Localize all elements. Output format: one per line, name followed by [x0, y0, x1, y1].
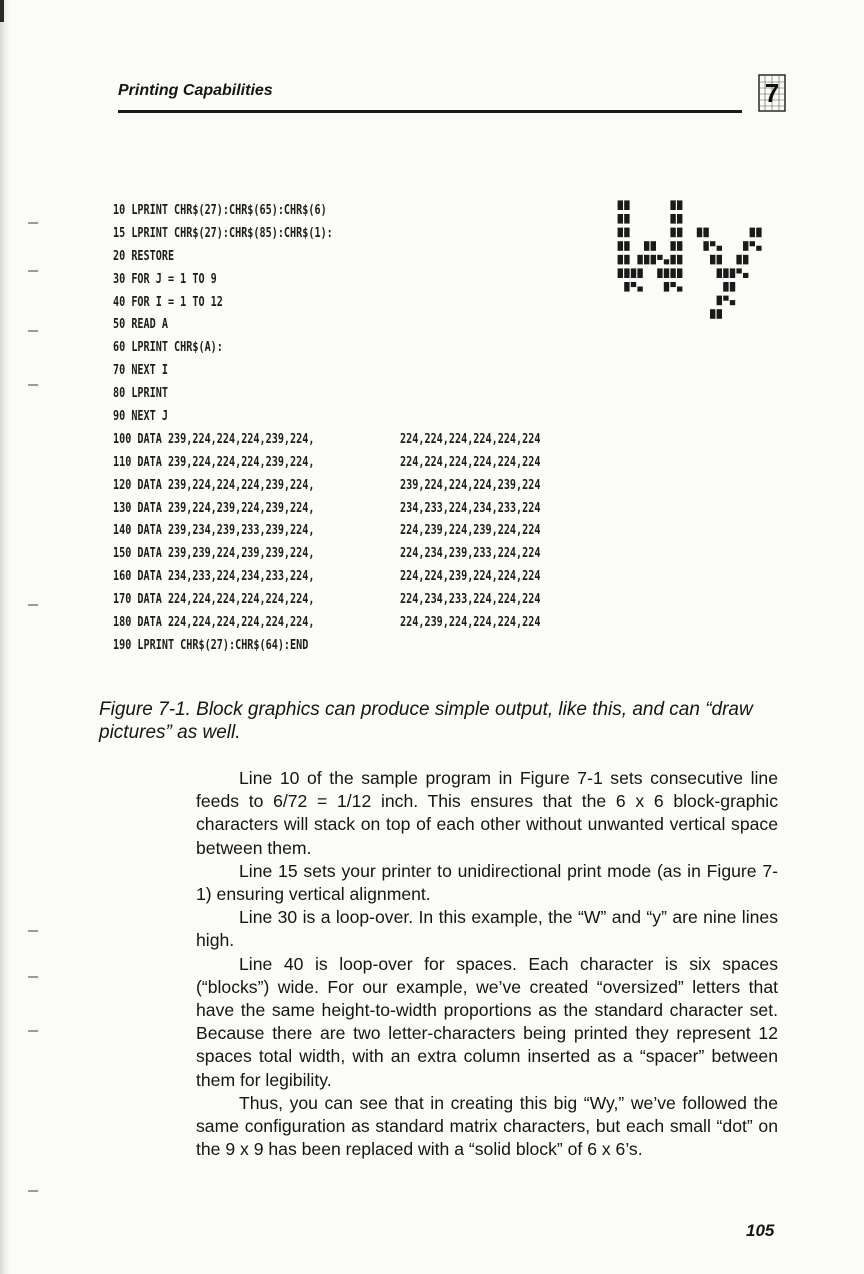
- block-graphics-wy-figure: [617, 200, 787, 330]
- block-dot: [670, 205, 675, 210]
- block-dot: [736, 255, 741, 260]
- code-line: [113, 520, 541, 543]
- body-paragraph: Line 30 is a loop-over. In this example, the “W” and “y” are nine lines high.: [196, 907, 778, 951]
- block-dot: [703, 228, 708, 233]
- block-dot: [717, 273, 722, 278]
- block-dot: [743, 241, 748, 246]
- block-dot: [670, 255, 675, 260]
- block-dot: [624, 259, 629, 264]
- block-dot: [651, 255, 656, 260]
- block-dot: [677, 200, 682, 205]
- block-dot: [677, 273, 682, 278]
- block-dot: [624, 205, 629, 210]
- code-line: [113, 223, 519, 246]
- block-dot: [703, 246, 708, 251]
- block-dot: [756, 232, 761, 237]
- block-dot: [736, 259, 741, 264]
- block-dot: [677, 232, 682, 237]
- block-dot: [670, 200, 675, 205]
- block-dot: [670, 282, 675, 287]
- block-dot: [717, 314, 722, 319]
- block-dot: [637, 255, 642, 260]
- block-dot: [618, 219, 623, 224]
- block-dot: [717, 309, 722, 314]
- margin-mark: [28, 976, 38, 978]
- block-dot: [644, 241, 649, 246]
- block-dot: [717, 259, 722, 264]
- block-dot: [624, 228, 629, 233]
- block-dot: [677, 268, 682, 273]
- block-dot: [624, 287, 629, 292]
- block-dot: [717, 255, 722, 260]
- block-dot: [736, 268, 741, 273]
- block-dot: [618, 205, 623, 210]
- block-dot: [618, 214, 623, 219]
- code-line: [113, 635, 519, 658]
- block-dot: [651, 241, 656, 246]
- code-data-continuation: 224,224,224,224,224,224: [400, 431, 541, 447]
- block-dot: [624, 214, 629, 219]
- block-dot: [624, 200, 629, 205]
- block-dot: [657, 255, 662, 260]
- code-data-continuation: 224,239,224,224,224,224: [400, 615, 541, 631]
- block-dot: [743, 259, 748, 264]
- block-dot: [730, 273, 735, 278]
- block-dot: [703, 241, 708, 246]
- margin-mark: [28, 222, 38, 224]
- block-dot: [618, 232, 623, 237]
- sample-program-listing: [113, 200, 541, 658]
- code-data-continuation: 224,239,224,239,224,224: [400, 523, 541, 539]
- block-dot: [697, 232, 702, 237]
- chapter-tab-number: 7: [764, 78, 780, 108]
- block-dot: [670, 241, 675, 246]
- chapter-tab-icon: [758, 74, 786, 112]
- body-paragraph: Line 15 sets your printer to unidirectional print mode (as in Figure 7-1) ensuring vertical alignment.: [196, 860, 778, 905]
- block-dot: [637, 273, 642, 278]
- block-dot: [624, 282, 629, 287]
- code-line: [113, 269, 519, 292]
- block-dot: [624, 232, 629, 237]
- code-line: [113, 200, 519, 223]
- block-dot: [618, 268, 623, 273]
- block-dot: [710, 309, 715, 314]
- scan-corner-mark: [0, 0, 4, 22]
- block-dot: [664, 287, 669, 292]
- code-line: [113, 429, 541, 452]
- block-dot: [670, 273, 675, 278]
- block-dot: [717, 268, 722, 273]
- page-number: 105: [746, 1221, 775, 1240]
- code-statement: 190 LPRINT CHR$(27):CHR$(64):END: [113, 637, 309, 653]
- code-statement: 130 DATA 239,224,239,224,239,224,: [113, 500, 315, 516]
- code-line: [113, 314, 519, 337]
- margin-mark: [28, 384, 38, 386]
- header-rule: [118, 110, 742, 113]
- block-dot: [750, 232, 755, 237]
- block-dot: [750, 241, 755, 246]
- block-dot: [631, 282, 636, 287]
- code-statement: 170 DATA 224,224,224,224,224,224,: [113, 592, 315, 608]
- code-statement: 180 DATA 224,224,224,224,224,224,: [113, 615, 315, 631]
- block-dot: [756, 246, 761, 251]
- block-dot: [624, 241, 629, 246]
- code-line: [113, 383, 519, 406]
- block-dot: [637, 259, 642, 264]
- block-dot: [677, 228, 682, 233]
- block-dot: [717, 300, 722, 305]
- block-dot: [637, 268, 642, 273]
- code-data-continuation: 224,224,239,224,224,224: [400, 569, 541, 585]
- scan-edge: [0, 0, 10, 1274]
- margin-mark: [28, 604, 38, 606]
- margin-mark: [28, 930, 38, 932]
- block-dot: [618, 255, 623, 260]
- block-dot: [677, 246, 682, 251]
- block-dot: [624, 268, 629, 273]
- body-text: [196, 767, 778, 1161]
- code-line: [113, 406, 519, 429]
- block-dot: [618, 241, 623, 246]
- code-line: [113, 337, 519, 360]
- code-data-continuation: 224,234,233,224,224,224: [400, 592, 541, 608]
- block-dot: [618, 200, 623, 205]
- block-dot: [677, 259, 682, 264]
- margin-mark: [28, 1190, 38, 1192]
- code-line: [113, 543, 541, 566]
- code-statement: 60 LPRINT CHR$(A):: [113, 340, 223, 356]
- block-dot: [717, 296, 722, 301]
- block-dot: [723, 282, 728, 287]
- block-dot: [664, 273, 669, 278]
- code-statement: 80 LPRINT: [113, 386, 168, 402]
- block-dot: [618, 259, 623, 264]
- block-dot: [644, 255, 649, 260]
- code-line: [113, 246, 519, 269]
- code-line: [113, 589, 541, 612]
- code-statement: 50 READ A: [113, 317, 168, 333]
- block-dot: [723, 268, 728, 273]
- code-line: [113, 292, 519, 315]
- block-dot: [657, 273, 662, 278]
- code-statement: 15 LPRINT CHR$(27):CHR$(85):CHR$(1):: [113, 225, 333, 241]
- block-dot: [710, 241, 715, 246]
- block-dot: [677, 287, 682, 292]
- block-dot: [677, 214, 682, 219]
- code-statement: 70 NEXT I: [113, 363, 168, 379]
- code-statement: 120 DATA 239,224,224,224,239,224,: [113, 477, 315, 493]
- block-dot: [723, 273, 728, 278]
- block-dot: [618, 228, 623, 233]
- block-dot: [717, 246, 722, 251]
- margin-mark: [28, 1030, 38, 1032]
- code-data-continuation: 224,234,239,233,224,224: [400, 546, 541, 562]
- block-dot: [730, 287, 735, 292]
- code-data-continuation: 224,224,224,224,224,224: [400, 454, 541, 470]
- code-line: [113, 498, 541, 521]
- block-dot: [743, 255, 748, 260]
- block-dot: [670, 268, 675, 273]
- body-paragraph: Thus, you can see that in creating this big “Wy,” we’ve followed the same configuration as standard matrix characters, but each small “dot” on the 9 x 9 has been replaced with a “solid block” of 6 x 6’s.: [196, 1092, 778, 1160]
- code-line: [113, 566, 541, 589]
- block-dot: [670, 246, 675, 251]
- figure-caption: Figure 7-1. Block graphics can produce simple output, like this, and can “draw pictures” as well.: [99, 699, 753, 743]
- block-dot: [631, 273, 636, 278]
- code-statement: 140 DATA 239,234,239,233,239,224,: [113, 523, 315, 539]
- block-dot: [670, 219, 675, 224]
- code-line: [113, 475, 541, 498]
- block-dot: [670, 259, 675, 264]
- block-dot: [618, 273, 623, 278]
- block-dot: [624, 246, 629, 251]
- code-statement: 40 FOR I = 1 TO 12: [113, 294, 223, 310]
- block-dot: [743, 273, 748, 278]
- block-dot: [644, 259, 649, 264]
- code-statement: 90 NEXT J: [113, 409, 168, 425]
- block-dot: [664, 268, 669, 273]
- code-statement: 30 FOR J = 1 TO 9: [113, 271, 217, 287]
- block-dot: [657, 268, 662, 273]
- code-data-continuation: 239,224,224,224,239,224: [400, 477, 541, 493]
- block-dot: [644, 246, 649, 251]
- block-dot: [624, 219, 629, 224]
- body-paragraph: Line 10 of the sample program in Figure 7-1 sets consecutive line feeds to 6/72 = 1/12 inch. This ensures that the 6 x 6 block-graphic characters will stack on top of each other without unwanted vertical space between them.: [196, 768, 778, 858]
- block-dot: [677, 219, 682, 224]
- block-dot: [651, 246, 656, 251]
- block-dot: [631, 268, 636, 273]
- block-dot: [710, 255, 715, 260]
- block-dot: [710, 259, 715, 264]
- margin-mark: [28, 330, 38, 332]
- code-data-continuation: 234,233,224,234,233,224: [400, 500, 541, 516]
- block-dot: [756, 228, 761, 233]
- block-dot: [750, 228, 755, 233]
- block-dot: [677, 255, 682, 260]
- block-dot: [670, 214, 675, 219]
- block-dot: [670, 228, 675, 233]
- block-dot: [723, 287, 728, 292]
- block-dot: [618, 246, 623, 251]
- block-dot: [664, 259, 669, 264]
- code-statement: 110 DATA 239,224,224,224,239,224,: [113, 454, 315, 470]
- body-paragraph: Line 40 is loop-over for spaces. Each character is six spaces (“blocks”) wide. For our example, we’ve created “oversized” letters that have the same height-to-width proportions as the standard character set. Because there are two letter-characters being printed they represent 12 spaces total width, with an extra column inserted as a “spacer” between them for legibility.: [196, 953, 778, 1090]
- block-dot: [730, 268, 735, 273]
- block-dot: [697, 228, 702, 233]
- block-dot: [651, 259, 656, 264]
- header-title: Printing Capabilities: [118, 82, 273, 99]
- block-dot: [624, 255, 629, 260]
- block-dot: [670, 232, 675, 237]
- block-dot: [710, 314, 715, 319]
- code-statement: 150 DATA 239,239,224,239,239,224,: [113, 546, 315, 562]
- code-line: [113, 452, 541, 475]
- block-dot: [677, 241, 682, 246]
- code-line: [113, 360, 519, 383]
- code-line: [113, 612, 541, 635]
- block-dot: [677, 205, 682, 210]
- code-statement: 100 DATA 239,224,224,224,239,224,: [113, 431, 315, 447]
- block-dot: [703, 232, 708, 237]
- running-header: [118, 80, 786, 120]
- code-statement: 10 LPRINT CHR$(27):CHR$(65):CHR$(6): [113, 203, 327, 218]
- margin-mark: [28, 270, 38, 272]
- code-statement: 160 DATA 234,233,224,234,233,224,: [113, 569, 315, 585]
- block-dot: [730, 282, 735, 287]
- code-statement: 20 RESTORE: [113, 248, 175, 264]
- block-dot: [624, 273, 629, 278]
- block-dot: [743, 246, 748, 251]
- block-dot: [730, 300, 735, 305]
- block-dot: [664, 282, 669, 287]
- block-dot: [637, 287, 642, 292]
- block-dot: [723, 296, 728, 301]
